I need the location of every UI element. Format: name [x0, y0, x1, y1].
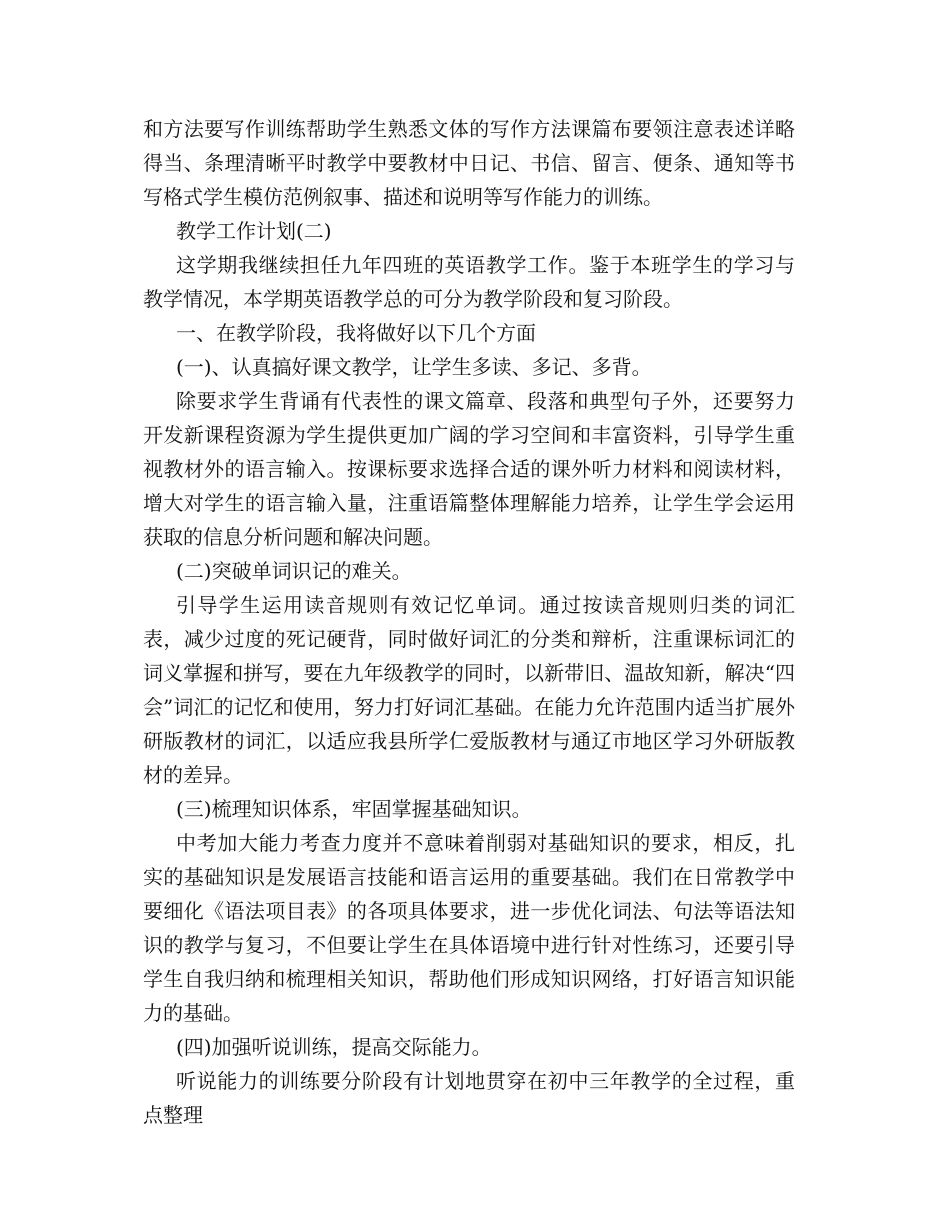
- heading-teaching-plan-2: 教学工作计划(二): [176, 219, 332, 243]
- heading-teaching-stage: 一、在教学阶段，我将做好以下几个方面: [176, 321, 536, 345]
- heading-section-4: (四)加强听说训练，提高交际能力。: [176, 1035, 492, 1059]
- paragraph-section-3: 中考加大能力考查力度并不意味着削弱对基础知识的要求，相反，扎实的基础知识是发展语言技能和语言运用的重要基础。我们在日常教学中要细化《语法项目表》的各项具体要求，进一步优化词法、句法等语法知识的教学与复习，不但要让学生在具体语境中进行针对性练习，还要引导学生自我归纳和梳理相关知识，帮助他们形成知识网络，打好语言知识能力的基础。: [143, 831, 795, 1025]
- paragraph-writing-training: 和方法要写作训练帮助学生熟悉文体的写作方法课篇布要领注意表述详略得当、条理清晰平时教学中要教材中日记、书信、留言、便条、通知等书写格式学生模仿范例叙事、描述和说明等写作能力的训练。: [143, 117, 795, 209]
- document-page: [143, 112, 795, 1132]
- paragraph-section-1: 除要求学生背诵有代表性的课文篇章、段落和典型句子外，还要努力开发新课程资源为学生提供更加广阔的学习空间和丰富资料，引导学生重视教材外的语言输入。按课标要求选择合适的课外听力材料和阅读材料，增大对学生的语言输入量，注重语篇整体理解能力培养，让学生学会运用获取的信息分析问题和解决问题。: [143, 389, 795, 549]
- heading-section-2: (二)突破单词识记的难关。: [176, 559, 412, 583]
- paragraph-section-4: 听说能力的训练要分阶段有计划地贯穿在初中三年教学的全过程，重点整理: [143, 1069, 795, 1127]
- heading-section-1: (一)、认真搞好课文教学，让学生多读、多记、多背。: [176, 355, 652, 379]
- heading-section-3: (三)梳理知识体系，牢固掌握基础知识。: [176, 797, 532, 821]
- paragraph-intro: 这学期我继续担任九年四班的英语教学工作。鉴于本班学生的学习与教学情况，本学期英语教学总的可分为教学阶段和复习阶段。: [143, 253, 795, 311]
- paragraph-section-2: 引导学生运用读音规则有效记忆单词。通过按读音规则归类的词汇表，减少过度的死记硬背，同时做好词汇的分类和辩析，注重课标词汇的词义掌握和拼写，要在九年级教学的同时，以新带旧、温故知新，解决“四会”词汇的记忆和使用，努力打好词汇基础。在能力允许范围内适当扩展外研版教材的词汇，以适应我县所学仁爱版教材与通辽市地区学习外研版教材的差异。: [143, 593, 795, 787]
